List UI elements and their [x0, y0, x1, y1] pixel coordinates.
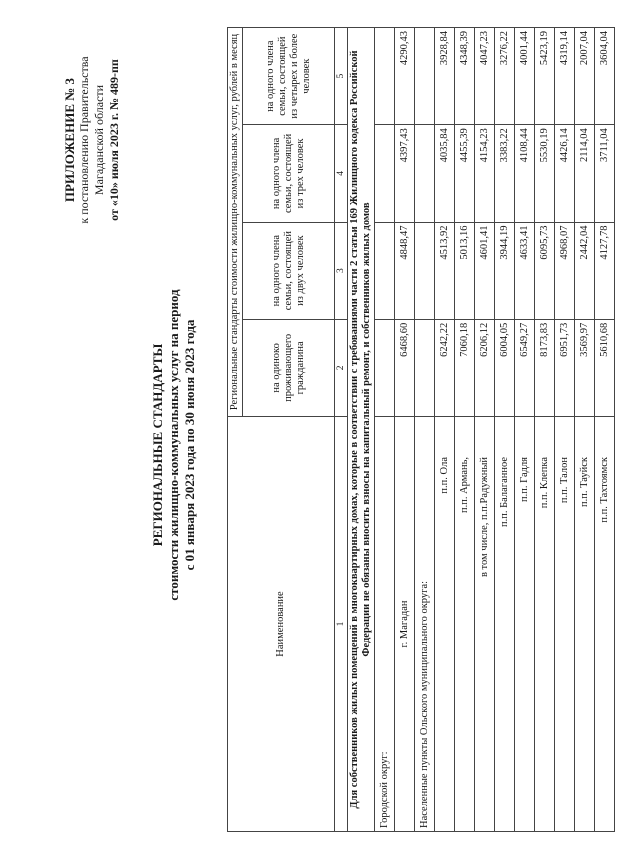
- col-number: 2: [335, 319, 348, 416]
- header-col-2: на одиноко проживающего гражданина: [243, 319, 335, 416]
- row-value: 4127,78: [595, 222, 615, 319]
- header-col-3: на одного члена семьи, состоящей из двух человек: [243, 222, 335, 319]
- row-name: п.п. Талон: [555, 416, 575, 831]
- col-number: 4: [335, 125, 348, 222]
- row-value: 2114,04: [575, 125, 595, 222]
- row-value: 4455,39: [455, 125, 475, 222]
- title-line-1: РЕГИОНАЛЬНЫЕ СТАНДАРТЫ: [150, 343, 165, 547]
- appendix-line-1: к постановлению Правительства: [77, 56, 91, 224]
- row-value: 2007,04: [575, 28, 595, 125]
- row-value: 6951,73: [555, 319, 575, 416]
- row-value: 5610,68: [595, 319, 615, 416]
- row-value: 4848,47: [395, 222, 415, 319]
- row-value: 4047,23: [475, 28, 495, 125]
- row-value: 4348,39: [455, 28, 475, 125]
- table-row: [595, 28, 615, 832]
- header-group: Региональные стандарты стоимости жилищно-коммунальных услуг, рублей в месяц: [228, 28, 243, 417]
- row-value: 7060,18: [455, 319, 475, 416]
- row-value: 4154,23: [475, 125, 495, 222]
- col-number: 5: [335, 28, 348, 125]
- row-value: 6004,05: [495, 319, 515, 416]
- table-row: [515, 28, 535, 832]
- row-value: 4397,43: [395, 125, 415, 222]
- header-col-5: на одного члена семьи, состоящей из четырех и более человек: [243, 28, 335, 125]
- row-value: 4035,84: [435, 125, 455, 222]
- row-name: п.п. Тахтоямск: [595, 416, 615, 831]
- row-value: 6206,12: [475, 319, 495, 416]
- row-value: 3604,04: [595, 28, 615, 125]
- table-row: [435, 28, 455, 832]
- row-value: 5530,19: [535, 125, 555, 222]
- row-value: 6549,27: [515, 319, 535, 416]
- row-value: 5423,19: [535, 28, 555, 125]
- row-value: 6468,60: [395, 319, 415, 416]
- row-name: п.п. Тауйск: [575, 416, 595, 831]
- header-col-4: на одного члена семьи, состоящей из трех человек: [243, 125, 335, 222]
- row-value: 4108,44: [515, 125, 535, 222]
- row-value: 3276,22: [495, 28, 515, 125]
- appendix-title: ПРИЛОЖЕНИЕ № 3: [62, 77, 77, 203]
- row-value: 3711,04: [595, 125, 615, 222]
- section-settlements-label: Населенные пункты Ольского муниципального округа:: [415, 416, 435, 831]
- appendix-header: [62, 10, 122, 270]
- title-line-3: с 01 января 2023 года по 30 июня 2023 года: [182, 319, 197, 571]
- row-name: п.п. Балаганное: [495, 416, 515, 831]
- table-row: [475, 28, 495, 832]
- col-number: 3: [335, 222, 348, 319]
- row-value: 4633,41: [515, 222, 535, 319]
- row-value: 8173,83: [535, 319, 555, 416]
- title-line-2: стоимости жилищно-коммунальных услуг на период: [166, 289, 181, 601]
- header-name: Наименование: [228, 416, 335, 831]
- column-number-row: [335, 28, 348, 832]
- table-row: [495, 28, 515, 832]
- row-value: 5013,16: [455, 222, 475, 319]
- row-value: 4319,14: [555, 28, 575, 125]
- standards-table: [227, 27, 615, 832]
- row-value: 3383,22: [495, 125, 515, 222]
- row-name: г. Магадан: [395, 416, 415, 831]
- row-value: 3569,97: [575, 319, 595, 416]
- appendix-date-line: от «10» июля 2023 г. № 489-пп: [107, 59, 121, 221]
- document-title: [150, 165, 198, 725]
- appendix-line-2: Магаданской области: [92, 84, 106, 196]
- row-value: 4968,07: [555, 222, 575, 319]
- row-value: 3944,19: [495, 222, 515, 319]
- row-value: 2442,04: [575, 222, 595, 319]
- row-name: п.п. Ола: [435, 416, 455, 831]
- row-name: п.п. Армань,: [455, 416, 475, 831]
- row-name: в том числе, п.п.Радужный: [475, 416, 495, 831]
- row-value: 4001,44: [515, 28, 535, 125]
- table-row: [575, 28, 595, 832]
- special-note: Для собственников жилых помещений в многоквартирных домах, которые в соответствии с требованиями части 2 статьи 169 Жилищного кодекса Российской Федерации не обязаны вносить взносы на капитальный ремонт, и собственников жилых домов: [348, 28, 375, 832]
- row-value: 4601,41: [475, 222, 495, 319]
- section-city-label: Городской округ:: [375, 416, 395, 831]
- row-value: 3928,84: [435, 28, 455, 125]
- table-row: [555, 28, 575, 832]
- table-row: [395, 28, 415, 832]
- col-number: 1: [335, 416, 348, 831]
- row-value: 4290,43: [395, 28, 415, 125]
- row-value: 4426,14: [555, 125, 575, 222]
- row-name: п.п. Клепка: [535, 416, 555, 831]
- row-value: 6242,22: [435, 319, 455, 416]
- table-row: [535, 28, 555, 832]
- row-name: п.п. Гадля: [515, 416, 535, 831]
- table-row: [455, 28, 475, 832]
- row-value: 4513,92: [435, 222, 455, 319]
- row-value: 6095,73: [535, 222, 555, 319]
